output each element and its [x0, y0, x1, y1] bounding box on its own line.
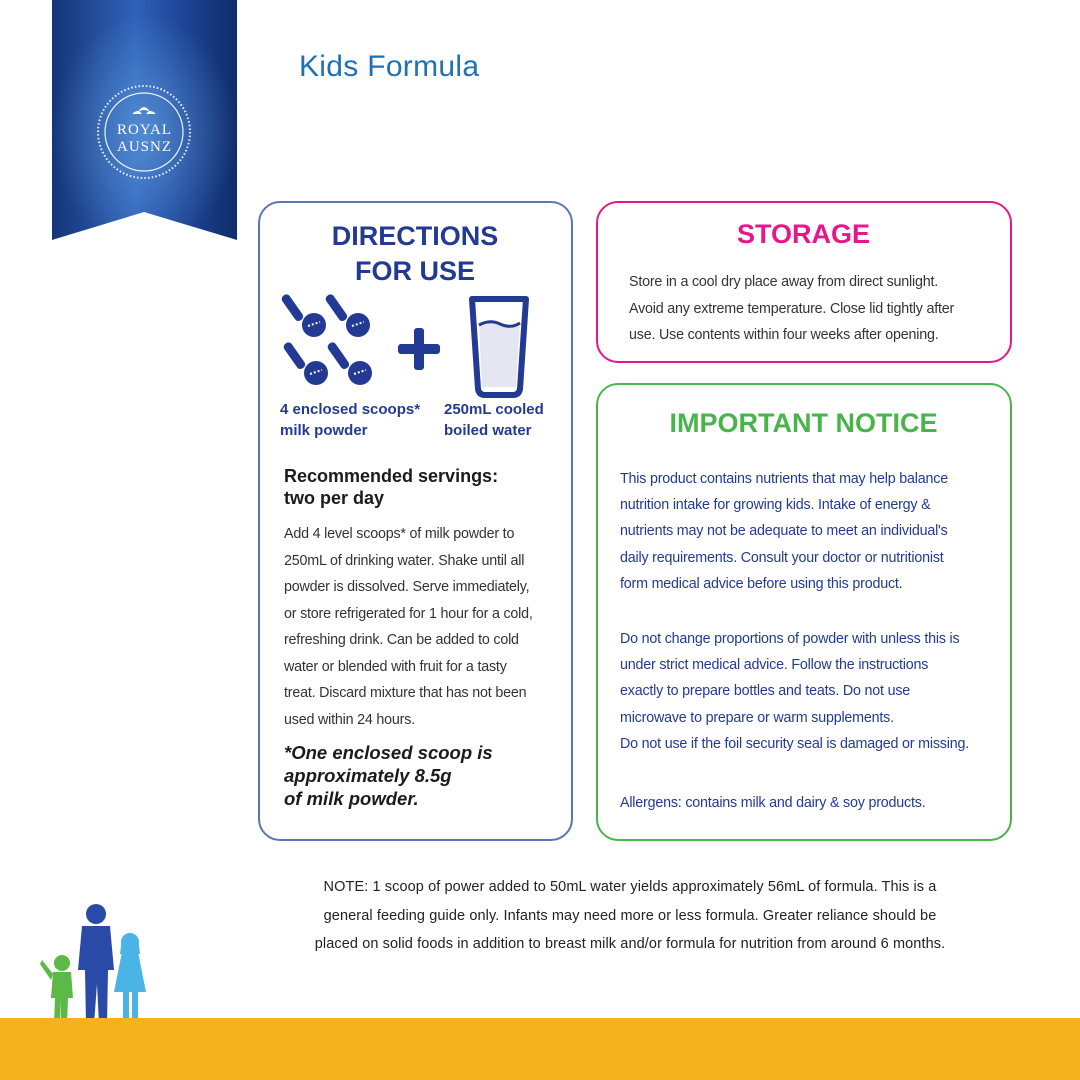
directions-card [258, 201, 573, 841]
directions-body-line: or store refrigerated for 1 hour for a cold, [284, 605, 533, 622]
scoops-label [280, 399, 430, 441]
bottom-color-band [0, 1018, 1080, 1080]
notice-line: Do not use if the foil security seal is damaged or missing. [620, 735, 969, 752]
footnote-line: NOTE: 1 scoop of power added to 50mL water yields approximately 56mL of formula. This is a [323, 879, 937, 895]
logo-text-line1: ROYAL [116, 122, 172, 138]
footnote-line: general feeding guide only. Infants may need more or less formula. Greater reliance should be [323, 907, 937, 924]
recommended-servings [284, 465, 564, 509]
ribbon-background [52, 0, 237, 240]
page-title: Kids Formula [299, 50, 480, 83]
child-silhouette-light-blue [114, 933, 146, 1024]
important-notice-card [596, 383, 1012, 841]
water-label-line1: 250mL cooled [444, 401, 544, 418]
allergens-text: Allergens: contains milk and dairy & soy products. [620, 795, 926, 811]
notice-line: This product contains nutrients that may help balance [620, 471, 948, 487]
scoop-note-line1: *One enclosed scoop is [284, 742, 493, 763]
directions-body-line: 250mL of drinking water. Shake until all [284, 552, 525, 569]
scoop-icon [282, 341, 328, 385]
storage-card [596, 201, 1012, 363]
directions-title-line1: DIRECTIONS [331, 221, 499, 251]
storage-line: use. Use contents within four weeks after opening. [629, 327, 939, 343]
scoops-label-line1: 4 enclosed scoops* [280, 401, 421, 418]
notice-line: nutrition intake for growing kids. Intake of energy & [620, 497, 931, 514]
directions-body-line: refreshing drink. Can be added to cold [284, 632, 519, 648]
storage-line: Avoid any extreme temperature. Close lid tightly after [629, 300, 955, 317]
child-silhouette-blue [78, 904, 114, 1024]
scoops-label-line2: milk powder [280, 422, 368, 439]
notice-line: Do not change proportions of powder with unless this is [620, 631, 960, 647]
scoop-note-line3: of milk powder. [284, 788, 419, 809]
recommended-line2: two per day [284, 488, 385, 508]
directions-body-line: water or blended with fruit for a tasty [284, 658, 507, 675]
logo-text-line2: AUSNZ [116, 139, 172, 155]
notice-line: microwave to prepare or warm supplements. [620, 709, 894, 726]
directions-title-line2: FOR USE [354, 256, 475, 286]
feeding-guide-note [240, 873, 1020, 959]
scoop-icon [324, 293, 370, 337]
scoop-weight-note [284, 741, 554, 810]
notice-line: daily requirements. Consult your doctor or nutritionist [620, 549, 944, 566]
water-glass-icon [472, 299, 526, 395]
scoop-icon [326, 341, 372, 385]
notice-paragraph-2 [620, 626, 1000, 757]
notice-paragraph-1 [620, 466, 1000, 597]
storage-title: STORAGE [736, 219, 871, 249]
storage-line: Store in a cool dry place away from direct sunlight. [629, 274, 939, 290]
kids-silhouette-illustration [34, 900, 164, 1030]
directions-body-line: Add 4 level scoops* of milk powder to [284, 526, 515, 542]
notice-line: exactly to prepare bottles and teats. Do not use [620, 683, 911, 700]
notice-line: form medical advice before using this product. [620, 575, 903, 592]
recommended-line1: Recommended servings: [284, 466, 499, 486]
notice-line: under strict medical advice. Follow the instructions [620, 657, 929, 674]
directions-body-line: treat. Discard mixture that has not been [284, 685, 527, 701]
notice-line: nutrients may not be adequate to meet an individual's [620, 523, 948, 540]
scoop-icon [280, 293, 326, 337]
notice-title: IMPORTANT NOTICE [669, 408, 938, 438]
storage-text [629, 269, 994, 349]
child-silhouette-green [40, 955, 73, 1024]
water-label [444, 399, 564, 441]
brand-ribbon [52, 0, 237, 240]
directions-body-line: used within 24 hours. [284, 711, 415, 728]
footnote-line: placed on solid foods in addition to breast milk and/or formula for nutrition from around 6 months. [314, 936, 946, 952]
preparation-illustration [280, 291, 555, 401]
directions-body [284, 521, 559, 733]
plus-icon [398, 328, 440, 370]
scoop-note-line2: approximately 8.5g [284, 765, 452, 786]
directions-body-line: powder is dissolved. Serve immediately, [284, 579, 530, 595]
water-label-line2: boiled water [444, 422, 532, 439]
